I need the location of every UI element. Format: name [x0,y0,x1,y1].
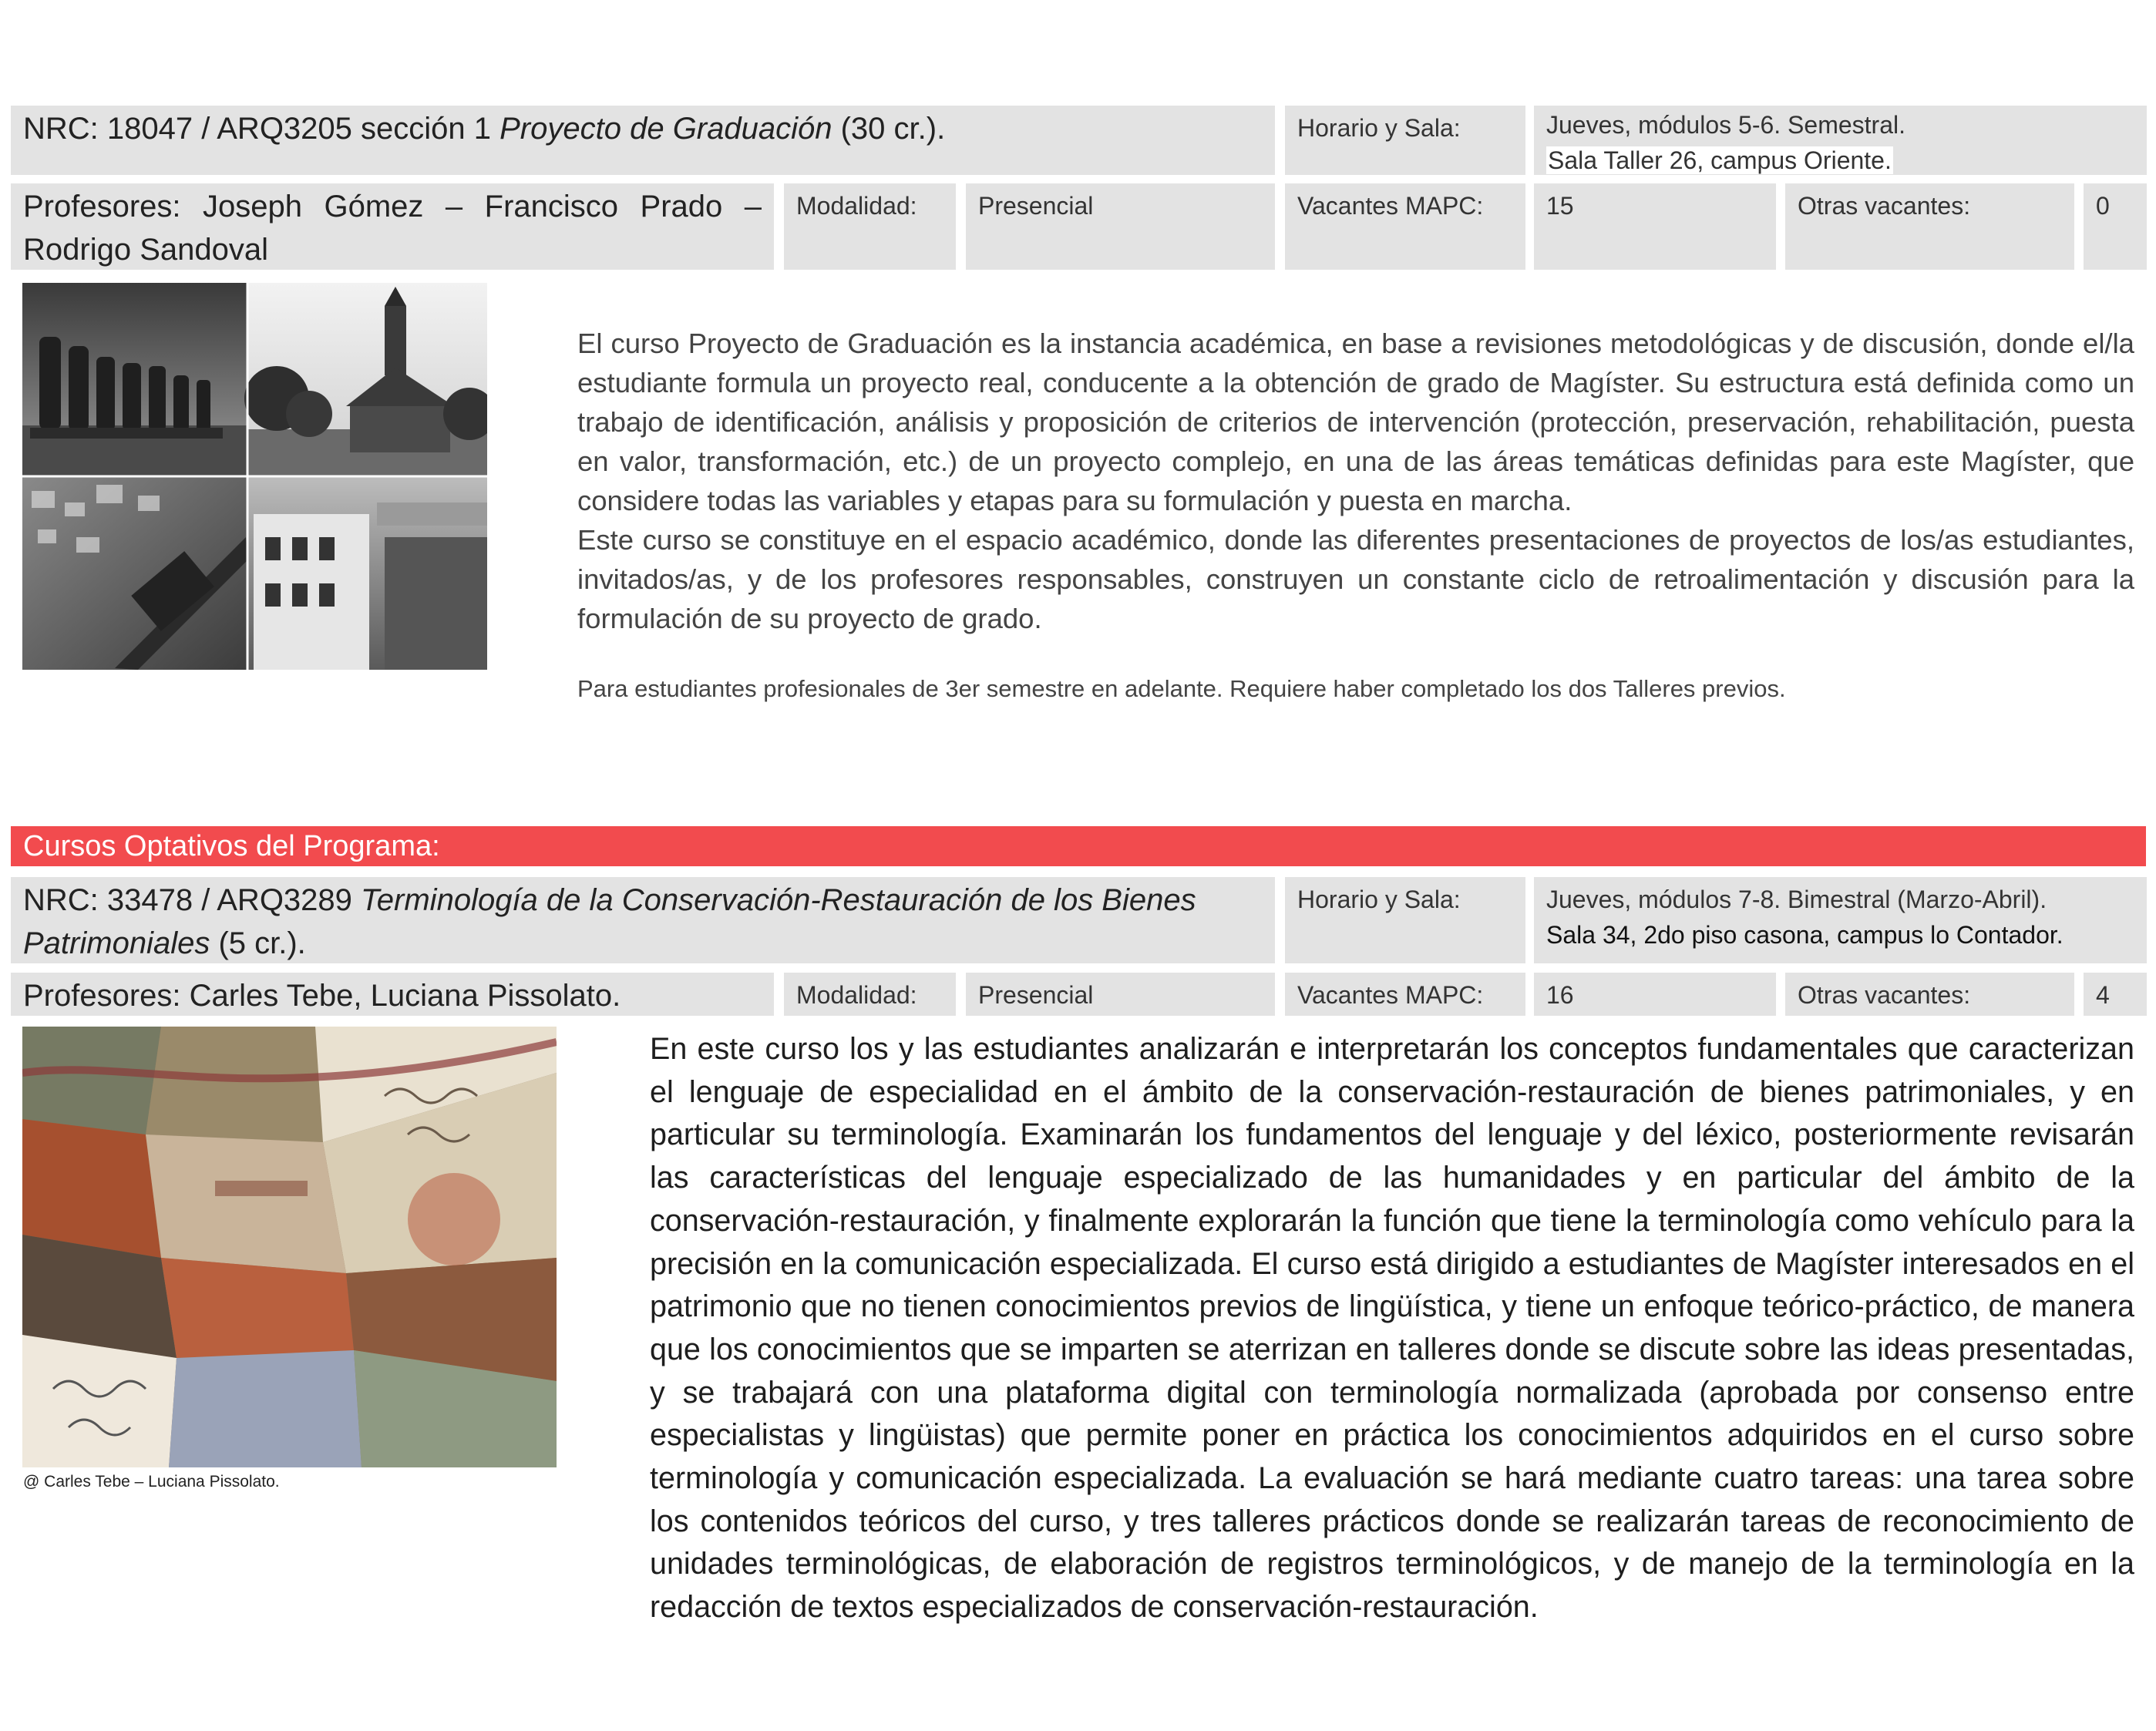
course2-schedule-label-text: Horario y Sala: [1297,886,1461,913]
section-heading [11,826,2146,866]
course1-description-p2: Este curso se constituye en el espacio académico, donde las diferentes presentaciones de proyectos de los/as estudiantes, invitados/as, y de los profesores responsables, construyen un constante ciclo de retroalimentación y discusión para la formulación de su proyecto de grado. [577,524,2134,634]
course1-schedule-line2-wrap [1546,143,2134,175]
course1-title: Proyecto de Graduación [499,112,832,146]
course1-other-label-text: Otras vacantes: [1798,192,1971,220]
course1-schedule-label [1285,106,1525,175]
course1-other-value [2084,183,2147,270]
course2-other-label-text: Otras vacantes: [1798,981,1971,1009]
course2-other-label [1785,973,2074,1016]
course1-photo-collage [22,283,487,670]
course2-nrc: NRC: 33478 / ARQ3289 [23,883,362,917]
course2-other-value [2084,973,2147,1016]
course1-note: Para estudiantes profesionales de 3er semestre en adelante. Requiere haber completado los dos Talleres previos. [577,675,1786,702]
course1-title-cell [11,106,1275,175]
course2-description-text: En este curso los y las estudiantes analizarán e interpretarán los conceptos fundamentales que caracterizan el lenguaje de especialidad en el ámbito de la conservación-restauración de bienes patrimoniales, y en particular su terminología. Examinarán los fundamentos del lenguaje y del léxico, posteriormente revisarán las características del lenguaje especializado de las humanidades y en particular del ámbito de la conservación-restauración, y finalmente explorarán la función que tiene la terminología como vehículo para la precisión en la comunicación especializada. El curso está dirigido a estudiantes de Magíster interesados en el patrimonio que no tienen conocimientos previos de lingüística, y tiene un enfoque teórico-práctico, de manera que los conocimientos que se imparten se aterrizan en talleres donde se discute sobre las ideas presentadas, y se trabajará con una plataforma digital con terminología normalizada (aprobada por consenso entre especialistas y lingüistas) que permite poner en práctica los conocimientos adquiridos en el curso sobre terminología y comunicación especializada. La evaluación se hará mediante cuatro tareas: una tarea sobre los contenidos teóricos del curso, y tres talleres prácticos donde se realizarán tareas de reconocimiento de unidades terminológicas, de elaboración de registros terminológicos, y de manejo de la terminología en la redacción de textos especializados de conservación-restauración. [650,1032,2134,1625]
course1-vacancies-text: 15 [1546,192,1574,220]
course2-document-collage [22,1027,557,1467]
course2-schedule-label [1285,877,1525,963]
course2-other-text: 4 [2096,981,2110,1009]
course2-schedule-line2: Sala 34, 2do piso casona, campus lo Contador. [1546,921,2064,949]
course1-other-label [1785,183,2074,270]
course2-credits: (5 cr.). [210,926,306,960]
course1-schedule-line2: Sala Taller 26, campus Oriente. [1548,146,1892,174]
course2-professors [11,973,774,1016]
course1-vacancies-label [1285,183,1525,270]
course2-modality-value [966,973,1275,1016]
course1-vacancies-label-text: Vacantes MAPC: [1297,192,1484,220]
course2-vacancies-text: 16 [1546,981,1574,1009]
course2-modality-text: Presencial [978,981,1094,1009]
course2-vacancies-value [1534,973,1776,1016]
course2-vacancies-label [1285,973,1525,1016]
course1-modality-label [784,183,956,270]
course2-modality-label [784,973,956,1016]
course1-modality-value [966,183,1275,270]
course1-description [577,324,2134,638]
course1-modality-text: Presencial [978,192,1094,220]
section-heading-text: Cursos Optativos del Programa: [23,830,440,862]
course2-title: Terminología de la Conservación-Restauración de los Bienes Patrimoniales [23,883,1196,960]
course2-description [650,1028,2134,1629]
course1-modality-label-text: Modalidad: [796,192,917,220]
course1-vacancies-value [1534,183,1776,270]
course1-schedule-line1: Jueves, módulos 5-6. Semestral. [1546,111,1905,139]
course1-schedule-label-text: Horario y Sala: [1297,114,1461,142]
course2-image-credit: @ Carles Tebe – Luciana Pissolato. [23,1473,280,1491]
course2-modality-label-text: Modalidad: [796,981,917,1009]
course1-professors [11,183,774,270]
course2-vacancies-label-text: Vacantes MAPC: [1297,981,1484,1009]
course2-schedule-value [1534,877,2147,963]
course1-description-p1: El curso Proyecto de Graduación es la instancia académica, en base a revisiones metodológicas y de discusión, donde el/la estudiante formula un proyecto real, conducente a la obtención de grado de Magíster. Su estructura está definida como un trabajo de identificación, análisis y proposición de criterios de intervención (protección, preservación, rehabilitación, puesta en valor, transformación, etc.) de un proyecto complejo, en una de las áreas temáticas definidas para este Magíster, que considere todas las variables y etapas para su formulación y puesta en marcha. [577,328,2134,516]
course1-credits: (30 cr.). [832,112,946,146]
heritage-collage-image [22,283,487,670]
course1-schedule-value [1534,106,2147,175]
course2-schedule-line1: Jueves, módulos 7-8. Bimestral (Marzo-Abril). [1546,886,2047,913]
course1-nrc: NRC: 18047 / ARQ3205 sección 1 [23,112,500,146]
course2-professors-text: Profesores: Carles Tebe, Luciana Pissolato. [23,979,621,1013]
course1-professors-text: Profesores: Joseph Gómez – Francisco Prado – Rodrigo Sandoval [23,190,762,267]
course1-other-text: 0 [2096,192,2110,220]
manuscript-texture-image [22,1027,557,1467]
course2-title-cell [11,877,1275,963]
